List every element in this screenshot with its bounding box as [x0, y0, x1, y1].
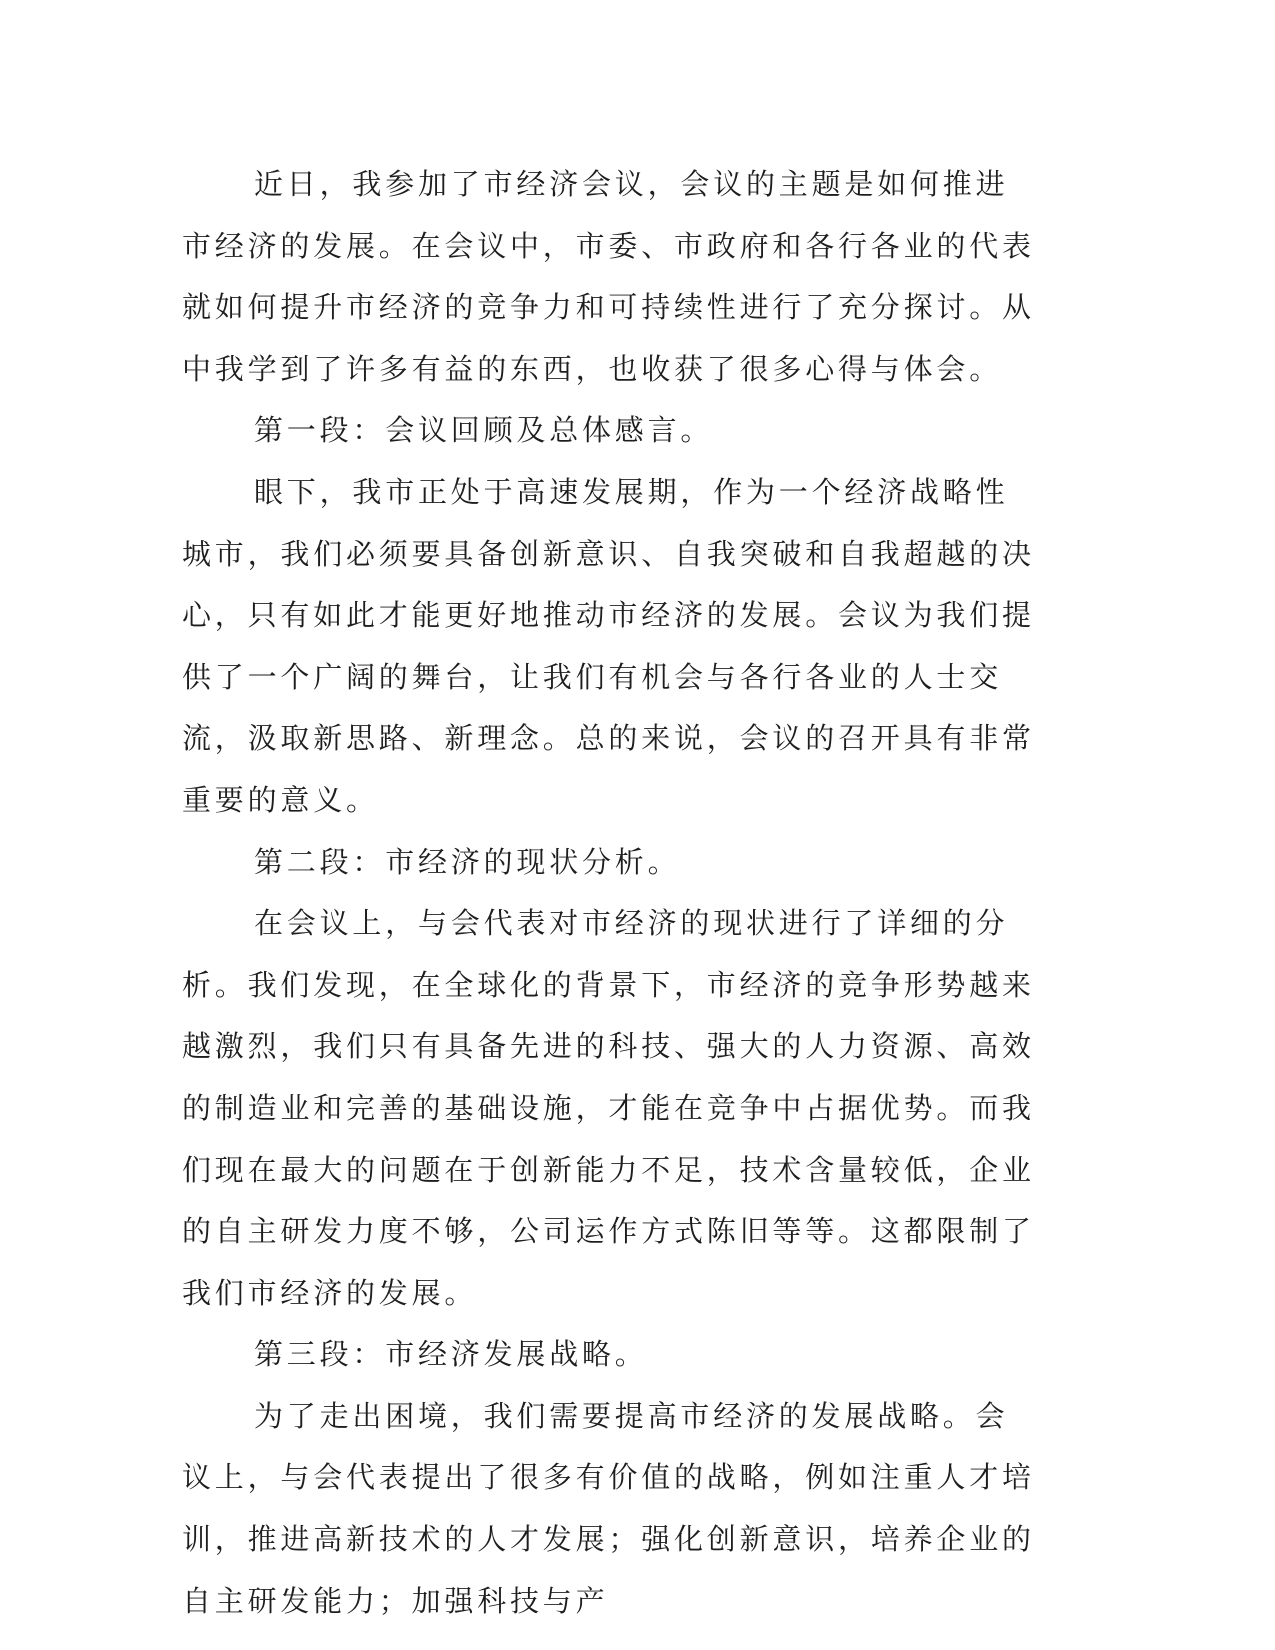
section-2-heading: 第二段：市经济的现状分析。 [254, 844, 681, 879]
section-1-heading: 第一段：会议回顾及总体感言。 [254, 413, 714, 448]
section-3-paragraph: 为了走出困境，我们需要提高市经济的发展战略。会议上，与会代表提出了很多有价值的战略，例如注重人才培训，推进高新技术的人才发展；强化创新意识，培养企业的自主研发能力；加强科技与产 [182, 1398, 1035, 1618]
document-body [182, 154, 1036, 1632]
section-2-paragraph: 在会议上，与会代表对市经济的现状进行了详细的分析。我们发现，在全球化的背景下，市经济的竞争形势越来越激烈，我们只有具备先进的科技、强大的人力资源、高效的制造业和完善的基础设施，才能在竞争中占据优势。而我们现在最大的问题在于创新能力不足，技术含量较低，企业的自主研发力度不够，公司运作方式陈旧等等。这都限制了我们市经济的发展。 [182, 906, 1035, 1310]
intro-paragraph: 近日，我参加了市经济会议，会议的主题是如何推进市经济的发展。在会议中，市委、市政府和各行各业的代表就如何提升市经济的竞争力和可持续性进行了充分探讨。从中我学到了许多有益的东西，也收获了很多心得与体会。 [182, 167, 1035, 386]
section-3-heading: 第三段：市经济发展战略。 [254, 1337, 648, 1372]
section-1-paragraph: 眼下，我市正处于高速发展期，作为一个经济战略性城市，我们必须要具备创新意识、自我突破和自我超越的决心，只有如此才能更好地推动市经济的发展。会议为我们提供了一个广阔的舞台，让我们有机会与各行各业的人士交流，汲取新思路、新理念。总的来说，会议的召开具有非常重要的意义。 [182, 474, 1035, 817]
